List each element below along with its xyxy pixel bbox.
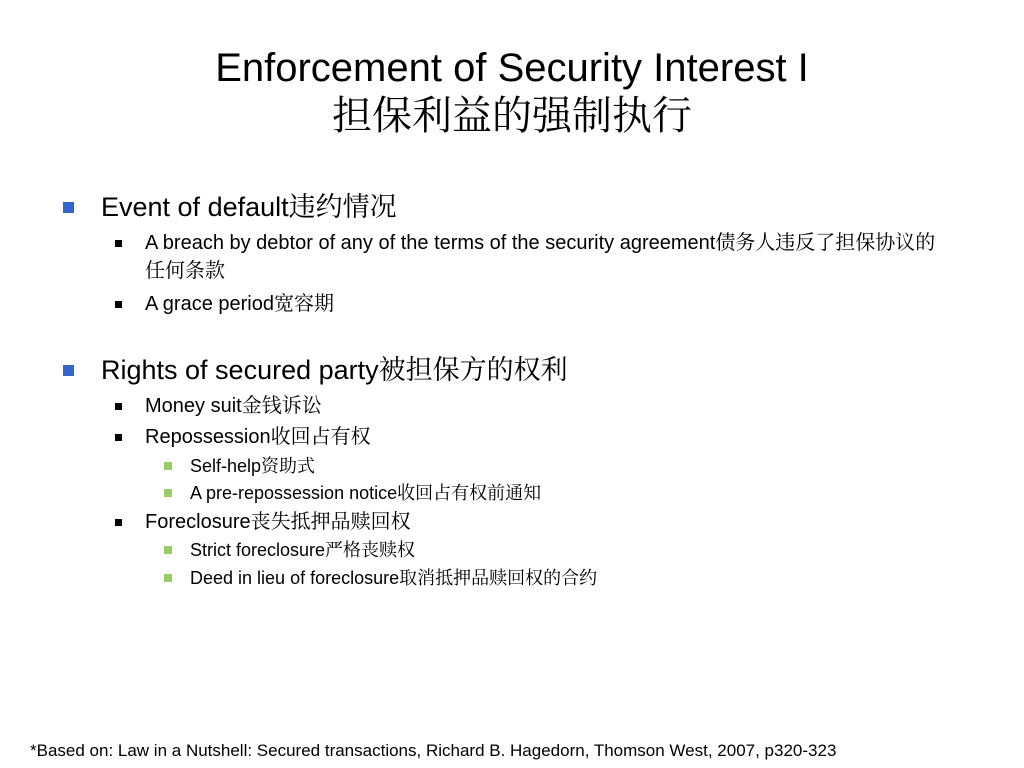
slide-title (0, 44, 1024, 140)
list-item-text: Money suit金钱诉讼 (145, 395, 322, 417)
list-item-text: Event of default违约情况 (101, 192, 397, 222)
list-item-text: Deed in lieu of foreclosure取消抵押品赎回权的合约 (190, 568, 598, 588)
title-chinese: 担保利益的强制执行 (332, 93, 692, 139)
list-item-grace-period (145, 290, 334, 318)
list-item-money-suit (145, 392, 322, 420)
list-item-text: Repossession收回占有权 (145, 426, 371, 448)
bullet-square-icon (63, 365, 74, 376)
bullet-square-icon (63, 202, 74, 213)
list-item-text: Foreclosure丧失抵押品赎回权 (145, 511, 411, 533)
list-item-rights-of-secured-party (101, 354, 568, 386)
footnote: *Based on: Law in a Nutshell: Secured transactions, Richard B. Hagedorn, Thomson West, 2007, p320-323 (30, 741, 837, 760)
bullet-square-icon (164, 462, 172, 470)
bullet-square-icon (115, 434, 122, 441)
list-item-text: Rights of secured party被担保方的权利 (101, 355, 568, 385)
list-item-strict-foreclosure (190, 537, 415, 563)
list-item-text: Strict foreclosure严格丧赎权 (190, 540, 416, 560)
list-item-event-of-default (101, 191, 397, 223)
list-item-text: A grace period宽容期 (145, 293, 334, 315)
bullet-square-icon (115, 519, 122, 526)
list-item-breach (145, 229, 955, 285)
list-item-text: Self-help资助式 (190, 456, 316, 476)
list-item-deed-in-lieu (190, 565, 597, 591)
list-item-foreclosure (145, 508, 411, 536)
bullet-square-icon (115, 301, 122, 308)
bullet-square-icon (164, 546, 172, 554)
title-english: Enforcement of Security Interest I (215, 46, 809, 90)
bullet-square-icon (164, 574, 172, 582)
list-item-repossession (145, 423, 371, 451)
bullet-square-icon (164, 489, 172, 497)
bullet-square-icon (115, 403, 122, 410)
list-item-text: A pre-repossession notice收回占有权前通知 (190, 483, 542, 503)
list-item-text: A breach by debtor of any of the terms of the security agreement债务人违反了担保协议的任何条款 (145, 232, 936, 282)
list-item-pre-repossession-notice (190, 480, 541, 506)
bullet-square-icon (115, 240, 122, 247)
list-item-self-help (190, 453, 315, 479)
